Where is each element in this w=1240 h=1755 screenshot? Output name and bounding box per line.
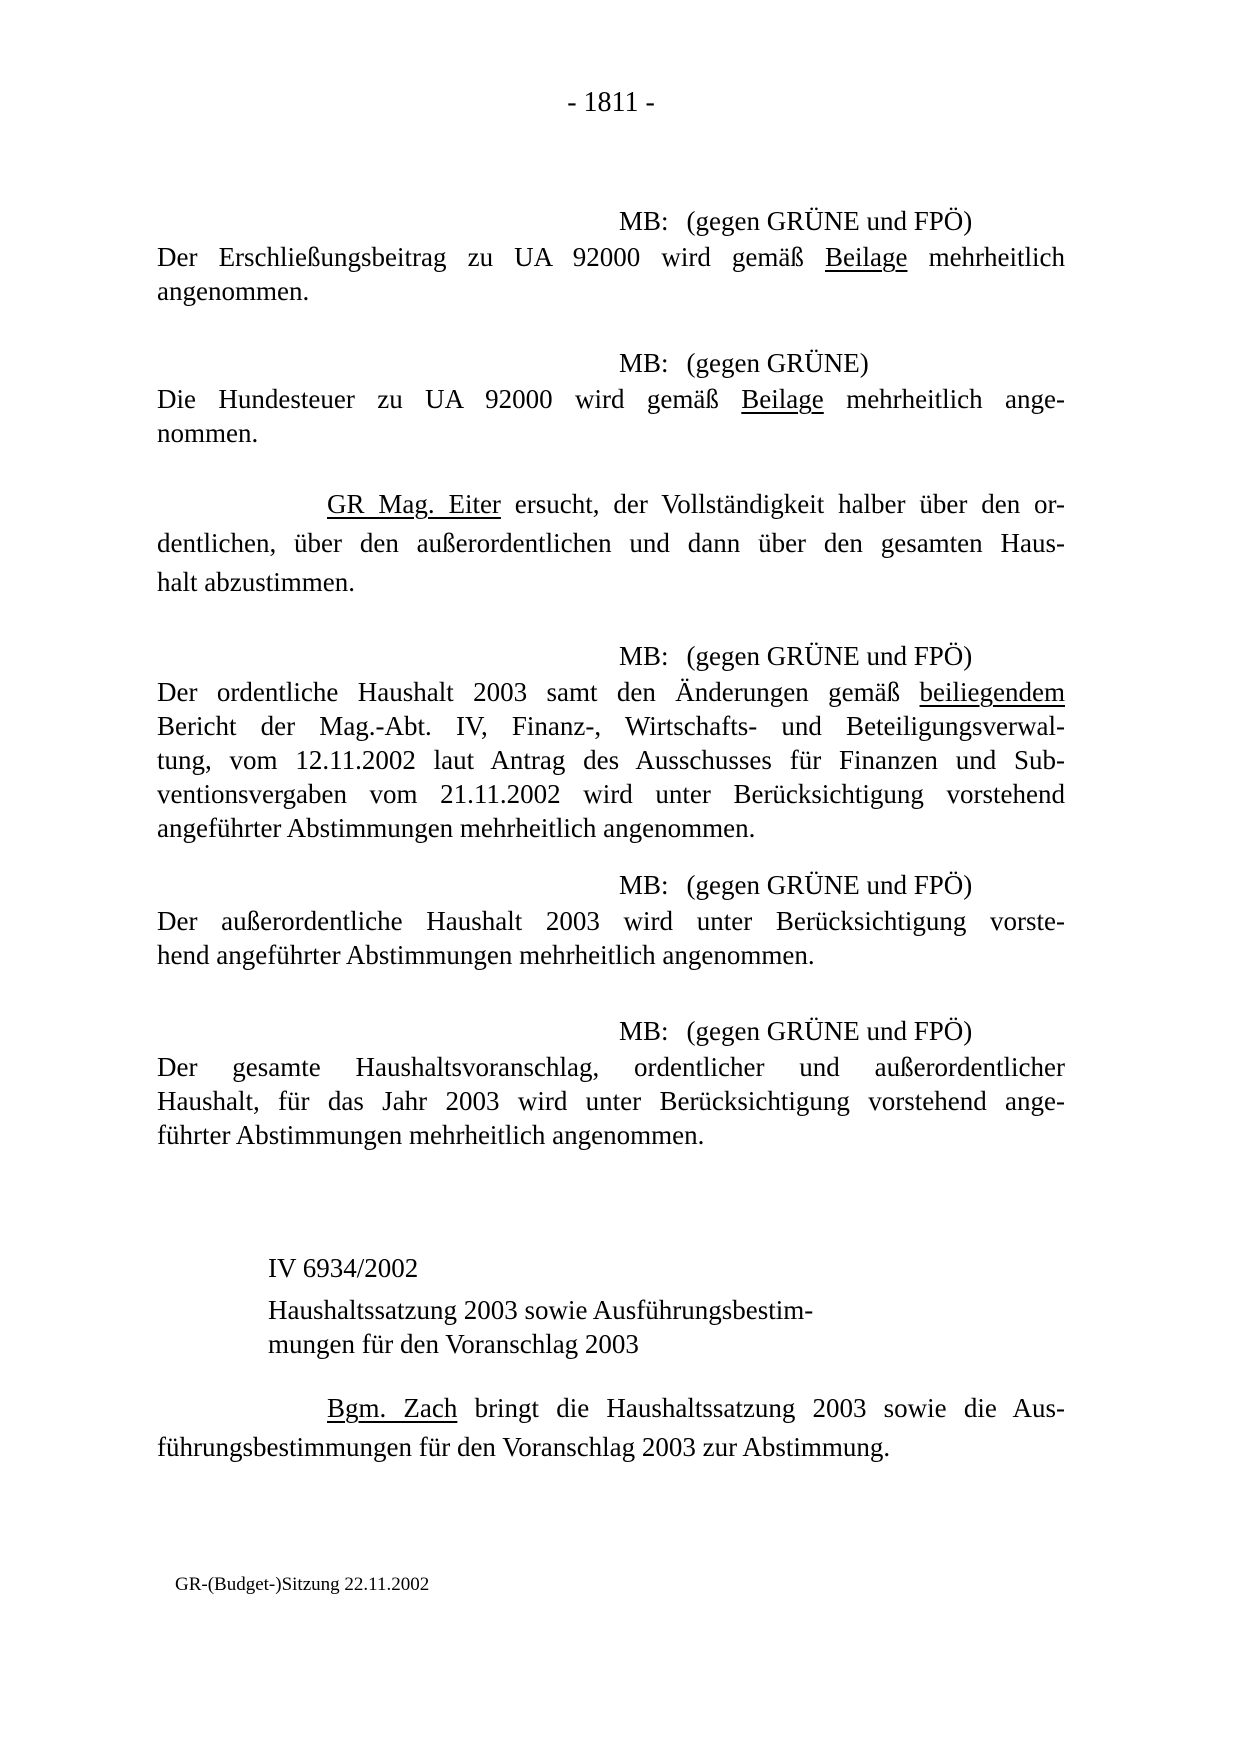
agenda-item-reference: IV 6934/2002 xyxy=(268,1253,419,1283)
vote-note-3 xyxy=(619,639,1065,673)
text-line: Haushaltssatzung 2003 sowie Ausführungsbestim- xyxy=(268,1295,814,1325)
text-line: Bericht der Mag.-Abt. IV, Finanz-, Wirtschafts- und Beteiligungsverwal- xyxy=(157,711,1065,741)
text-line xyxy=(157,485,1065,524)
vote-note-1 xyxy=(619,204,1065,238)
text-line: mungen für den Voranschlag 2003 xyxy=(268,1329,639,1359)
text-line xyxy=(157,240,1065,274)
vote-result: (gegen GRÜNE und FPÖ) xyxy=(686,1016,973,1046)
vote-note-5 xyxy=(619,1014,1065,1048)
text-segment: Der Erschließungsbeitrag zu UA 92000 wird gemäß xyxy=(157,242,804,272)
text-line: Haushalt, für das Jahr 2003 wird unter Berücksichtigung vorstehend ange- xyxy=(157,1086,1065,1116)
text-line: angeführter Abstimmungen mehrheitlich angenommen. xyxy=(157,813,756,843)
text-line xyxy=(157,382,1065,416)
text-line xyxy=(157,1389,1065,1428)
paragraph-gesamter-haushaltsvoranschlag xyxy=(157,1050,1065,1152)
text-line: Der gesamte Haushaltsvoranschlag, ordentlicher und außerordentlicher xyxy=(157,1052,1065,1082)
text-segment: mehrheitlich ange- xyxy=(846,384,1066,414)
text-line xyxy=(157,675,1065,709)
mb-label: MB: xyxy=(619,641,669,671)
text-line: hend angeführter Abstimmungen mehrheitlich angenommen. xyxy=(157,940,815,970)
vote-result: (gegen GRÜNE und FPÖ) xyxy=(686,206,973,236)
text-line: ventionsvergaben vom 21.11.2002 wird unter Berücksichtigung vorstehend xyxy=(157,779,1065,809)
text-segment: mehrheitlich xyxy=(928,242,1066,272)
vote-note-4 xyxy=(619,868,1065,902)
mb-label: MB: xyxy=(619,870,669,900)
text-line: führter Abstimmungen mehrheitlich angenommen. xyxy=(157,1120,705,1150)
vote-note-2 xyxy=(619,346,1065,380)
paragraph-bgm-zach xyxy=(157,1389,1065,1467)
text-segment: ersucht, der Vollständigkeit halber über den or- xyxy=(514,489,1065,519)
mb-label: MB: xyxy=(619,348,669,378)
text-line: Der außerordentliche Haushalt 2003 wird unter Berücksichtigung vorste- xyxy=(157,906,1065,936)
paragraph-ausserordentlicher-haushalt xyxy=(157,904,1065,972)
page-number: - 1811 - xyxy=(567,87,655,118)
underlined-speaker-name: Bgm. Zach xyxy=(327,1393,458,1423)
text-segment: Der ordentliche Haushalt 2003 samt den Änderungen gemäß xyxy=(157,677,901,707)
text-segment: bringt die Haushaltssatzung 2003 sowie die Aus- xyxy=(474,1393,1065,1423)
vote-result: (gegen GRÜNE und FPÖ) xyxy=(686,641,973,671)
text-segment: Die Hundesteuer zu UA 92000 wird gemäß xyxy=(157,384,719,414)
paragraph-hundesteuer xyxy=(157,382,1065,450)
mb-label: MB: xyxy=(619,206,669,236)
text-line: tung, vom 12.11.2002 laut Antrag des Ausschusses für Finanzen und Sub- xyxy=(157,745,1065,775)
underlined-term-beilage: Beilage xyxy=(825,242,908,272)
vote-result: (gegen GRÜNE und FPÖ) xyxy=(686,870,973,900)
vote-result: (gegen GRÜNE) xyxy=(686,348,869,378)
paragraph-gr-mag-eiter xyxy=(157,485,1065,602)
agenda-item-title xyxy=(268,1293,1065,1361)
underlined-term-beilage: Beilage xyxy=(741,384,824,414)
document-footer: GR-(Budget-)Sitzung 22.11.2002 xyxy=(175,1574,430,1595)
paragraph-ordentlicher-haushalt xyxy=(157,675,1065,845)
mb-label: MB: xyxy=(619,1016,669,1046)
text-line: halt abzustimmen. xyxy=(157,567,355,597)
text-line: nommen. xyxy=(157,418,259,448)
underlined-term-beiliegendem: beiliegendem xyxy=(919,677,1065,707)
text-line: dentlichen, über den außerordentlichen und dann über den gesamten Haus- xyxy=(157,528,1065,558)
underlined-speaker-name: GR Mag. Eiter xyxy=(327,489,501,519)
paragraph-erschliessungsbeitrag xyxy=(157,240,1065,308)
text-line: führungsbestimmungen für den Voranschlag 2003 zur Abstimmung. xyxy=(157,1432,891,1462)
text-line: angenommen. xyxy=(157,276,310,306)
